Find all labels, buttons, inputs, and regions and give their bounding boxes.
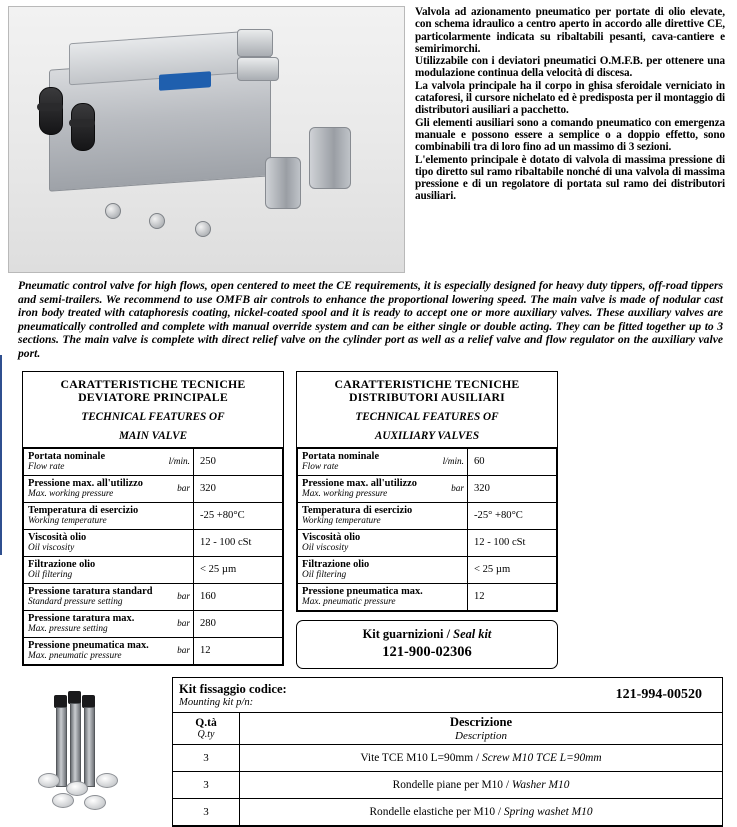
spec-value: 160 [194,583,283,610]
washer-graphic [52,793,74,808]
table-row [24,610,283,637]
mounting-kit-table [172,677,723,827]
row-desc-sep: / [476,751,480,764]
spec-value: 280 [194,610,283,637]
spec-label-it: Viscosità olio [28,531,87,543]
spec-label-en: Flow rate [302,461,339,472]
main-valve-title-it-1: CARATTERISTICHE TECNICHE [60,376,246,391]
spec-unit [434,502,468,529]
control-knob-graphic [71,103,95,151]
washer-graphic [84,795,106,810]
table-row [173,798,722,825]
spec-label [298,448,435,475]
spec-unit: l/min. [434,448,468,475]
table-row [24,556,283,583]
spec-unit: bar [434,475,468,502]
spec-unit [434,556,468,583]
desc-column-header [240,713,723,745]
spec-label-en: Oil filtering [302,569,347,580]
qty-header-en: Q.ty [197,729,215,741]
spec-unit [160,502,194,529]
seal-kit-label-en: Seal kit [453,626,492,641]
bolt-graphic [84,707,95,787]
washer-graphic [96,773,118,788]
spec-label [24,475,161,502]
spec-unit [160,529,194,556]
page-spine-mark [0,355,11,555]
spec-label [24,502,161,529]
table-row [24,475,283,502]
spec-label-en: Oil filtering [28,569,73,580]
qty-column-header [173,713,240,745]
actuator-cylinder-graphic [309,127,351,189]
row-desc-en: Spring washet M10 [503,805,593,818]
knob-ring-graphic [69,119,95,127]
row-desc-sep: / [505,778,510,791]
spec-label [24,556,161,583]
spec-value: -25 +80°C [194,502,283,529]
table-row [24,637,283,664]
header-section [0,0,737,273]
spec-label-en: Max. pressure setting [28,623,108,634]
seal-kit-box [296,620,558,669]
spec-label-en: Standard pressure setting [28,596,123,607]
port-graphic [237,57,279,81]
spec-label [24,637,161,664]
spec-label-it: Pressione taratura standard [28,585,153,597]
spec-unit [160,556,194,583]
spec-label-en: Max. working pressure [28,488,114,499]
table-row [298,502,557,529]
italian-description [415,6,725,203]
table-row [173,744,722,771]
spec-label [298,556,435,583]
aux-valve-title-it-2: DISTRIBUTORI AUSILIARI [349,389,505,404]
spec-unit: bar [160,610,194,637]
row-desc-it: Vite TCE M10 L=90mm [360,751,474,764]
row-qty: 3 [173,798,240,825]
main-valve-title-en-1: TECHNICAL FEATURES OF [81,410,225,423]
product-photo [8,6,405,273]
spec-label-en: Working temperature [28,515,107,526]
mounting-kit-label-it: Kit fissaggio codice: [179,681,287,696]
screw-graphic [149,213,165,229]
spec-value: 12 - 100 cSt [468,529,557,556]
spec-value: 250 [194,448,283,475]
screw-graphic [195,221,211,237]
english-description: Pneumatic control valve for high flows, open centered to meet the CE requirements, it is especially designed for heavy duty tippers, off-road tippers and semi-trailers. We recommend to use OMFB air controls to enhance the proportional lowering speed. The main valve is made of nodular cast iron body treated with cataphoresis coating, nickel-coated spool and it is ready to accept one or more auxiliary valves. These auxiliary valves are pneumatically controlled and complete with manual override system and can be either single or double acting. They can be fitted together up to 3 sections. The main valve is complete with direct relief valve on the cylinder port as well as a relief valve and flow regulator on the auxiliary valve port. [18,279,723,360]
row-description [240,744,723,771]
aux-valve-title-en-1: TECHNICAL FEATURES OF [355,410,499,423]
spec-label-it: Temperatura di esercizio [302,504,413,516]
spec-value: -25° +80°C [468,502,557,529]
seal-kit-label-it: Kit guarnizioni [362,626,444,641]
spec-value: < 25 µm [468,556,557,583]
spec-unit [434,529,468,556]
table-row [298,583,557,610]
spec-label [24,583,161,610]
spec-value: 320 [468,475,557,502]
spec-label-it: Pressione taratura max. [28,612,135,624]
table-row [24,529,283,556]
actuator-cylinder-graphic [265,157,301,209]
spec-unit: l/min. [160,448,194,475]
row-description [240,798,723,825]
spec-label-it: Temperatura di esercizio [28,504,139,516]
row-desc-it: Rondelle elastiche per M10 [369,805,496,818]
row-desc-en: Washer M10 [511,778,570,791]
table-row [173,771,722,798]
spec-label-en: Max. working pressure [302,488,388,499]
knob-ring-graphic [37,103,63,111]
spec-value: 60 [468,448,557,475]
spec-label-en: Oil viscosity [302,542,349,553]
aux-valve-title-en-2: AUXILIARY VALVES [374,430,480,443]
row-desc-en: Screw M10 TCE L=90mm [482,751,602,764]
aux-valve-title-it-1: CARATTERISTICHE TECNICHE [334,376,520,391]
spec-label [298,502,435,529]
washer-graphic [66,781,88,796]
italian-description-text: Valvola ad azionamento pneumatico per portate di olio elevate, con schema idraulico a centro aperto in accordo alle direttive CE, particolarmente indicata su ribaltabili pesanti, cava-cantiere e semirimorchi. Utilizzabile con i deviatori pneumatici O.M.F.B. per ottenere una modulazione continua della velocità di discesa. La valvola principale ha il corpo in ghisa sferoidale verniciato in cataforesi, il cursore nichelato ed è predisposta per il montaggio di distributori ausiliari a pacchetto. Gli elementi ausiliari sono a comando pneumatico con emergenza manuale e possono essere a semplice o a doppio effetto, sono combinabili tra di loro fino ad un massimo di 3 sezioni. L'elemento principale è dotato di valvola di massima pressione di tipo diretto sul ramo ribaltabile nonché di una valvola di massima pressione e di un regolatore di portata sul ramo dei distributori ausiliari. [415,6,725,203]
bolt-graphic [70,703,81,783]
table-header-row [173,713,722,745]
mounting-kit-section [22,677,723,827]
spec-unit [434,583,468,610]
main-valve-title-en-2: MAIN VALVE [118,430,188,443]
desc-header-it: Descrizione [449,714,513,729]
row-description [240,771,723,798]
port-graphic [237,29,273,57]
table-row [298,529,557,556]
main-valve-spec-rows [23,448,283,665]
row-desc-sep: / [497,805,502,818]
mounting-kit-code: 121-994-00520 [615,686,702,702]
row-qty: 3 [173,771,240,798]
spec-value: < 25 µm [194,556,283,583]
spec-label-en: Flow rate [28,461,65,472]
aux-valve-spec-rows [297,448,557,611]
spec-label-en: Max. pneumatic pressure [28,650,122,661]
spec-label-it: Pressione pneumatica max. [28,639,149,651]
table-row [298,475,557,502]
spec-label-it: Filtrazione olio [28,558,96,570]
spec-value: 320 [194,475,283,502]
spec-label [298,475,435,502]
aux-valve-table-column [296,371,558,669]
spec-label-it: Portata nominale [28,450,106,462]
washer-graphic [38,773,60,788]
main-valve-table-header [23,372,283,448]
seal-kit-separator: / [446,626,451,641]
spec-label [298,529,435,556]
spec-label [24,610,161,637]
seal-kit-labels [301,627,553,642]
control-knob-graphic [39,87,63,135]
spec-label-it: Filtrazione olio [302,558,370,570]
screw-graphic [105,203,121,219]
spec-label-it: Viscosità olio [302,531,361,543]
table-row [24,448,283,475]
row-desc-it: Rondelle piane per M10 [392,778,504,791]
main-valve-table-column [22,371,284,669]
qty-header-it: Q.tà [195,716,217,730]
row-qty: 3 [173,744,240,771]
spec-label [298,583,435,610]
mounting-kit-header [173,678,722,713]
table-row [298,448,557,475]
spec-value: 12 - 100 cSt [194,529,283,556]
spec-label-en: Oil viscosity [28,542,75,553]
table-row [24,583,283,610]
spec-label-it: Pressione pneumatica max. [302,585,423,597]
specs-tables [22,371,723,669]
spec-label-it: Pressione max. all'utilizzo [302,477,417,489]
spec-value: 12 [194,637,283,664]
spec-unit: bar [160,475,194,502]
table-row [298,556,557,583]
mounting-kit-label [179,682,616,708]
aux-valve-table [296,371,558,612]
mounting-kit-rows [173,713,722,826]
main-valve-title-it-2: DEVIATORE PRINCIPALE [78,389,228,404]
spec-label-en: Max. pneumatic pressure [302,596,396,607]
main-valve-table [22,371,284,666]
seal-kit-code: 121-900-02306 [382,643,472,660]
table-row [24,502,283,529]
mounting-kit-label-en: Mounting kit p/n: [179,696,254,708]
spec-unit: bar [160,583,194,610]
desc-header-en: Description [455,729,507,742]
spec-label-it: Pressione max. all'utilizzo [28,477,143,489]
spec-label-en: Working temperature [302,515,381,526]
spec-value: 12 [468,583,557,610]
bolt-graphic [56,707,67,787]
spec-label-it: Portata nominale [302,450,380,462]
mounting-kit-photo [22,677,172,807]
aux-valve-table-header [297,372,557,448]
spec-label [24,448,161,475]
spec-label [24,529,161,556]
spec-unit: bar [160,637,194,664]
